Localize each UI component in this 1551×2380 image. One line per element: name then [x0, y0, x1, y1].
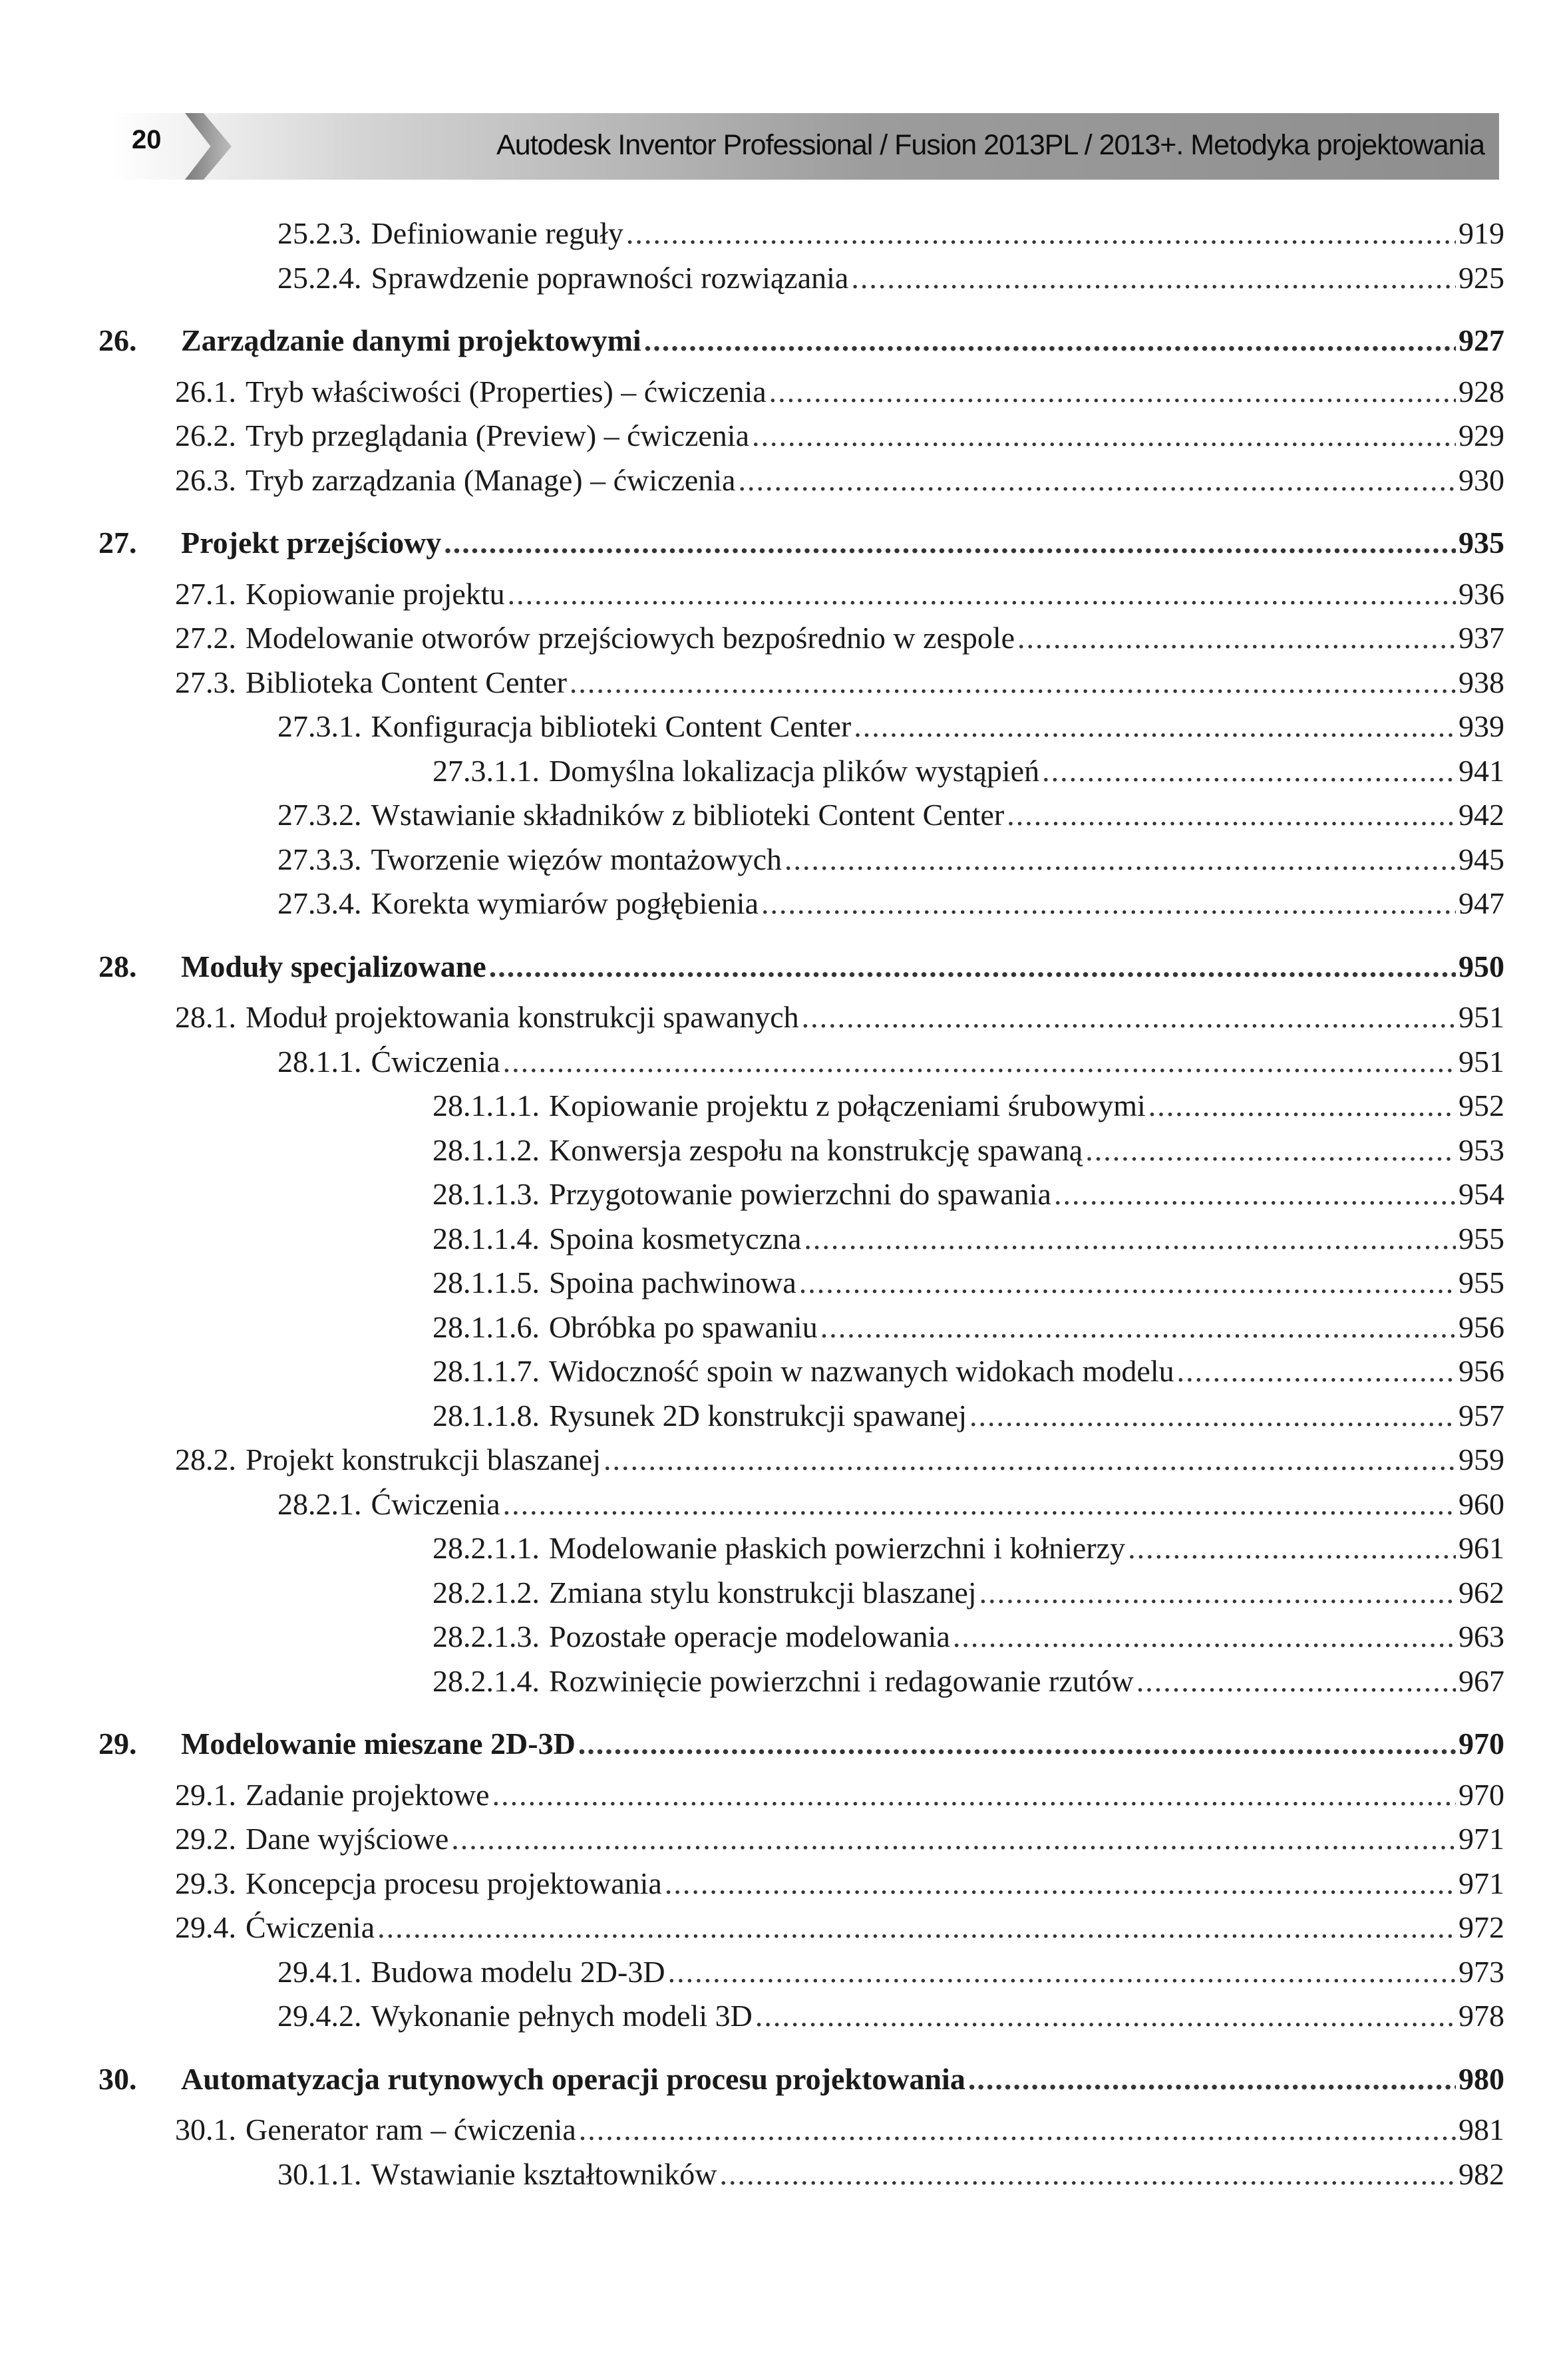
toc-title: Konfiguracja biblioteki Content Center	[371, 709, 852, 743]
toc-number: 28.1.1.1.	[432, 1089, 540, 1122]
toc-page-number: 963	[1459, 1619, 1504, 1653]
toc-number: 30.1.	[175, 2113, 236, 2146]
toc-entry	[432, 1217, 1504, 1261]
toc-title: Przygotowanie powierzchni do spawania	[549, 1177, 1051, 1211]
dot-leader	[752, 414, 1456, 458]
toc-title: Konwersja zespołu na konstrukcję spawaną	[549, 1132, 1083, 1167]
toc-page-number: 927	[1459, 323, 1504, 357]
toc-title: Ćwiczenia	[246, 1910, 375, 1944]
toc-title: Zmiana stylu konstrukcji blaszanej	[549, 1575, 977, 1610]
toc-title: Rozwinięcie powierzchni i redagowanie rzutów	[549, 1663, 1134, 1698]
toc-entry	[175, 572, 1504, 616]
toc-number: 30.1.1.	[277, 2156, 362, 2191]
dot-leader	[503, 1040, 1456, 1084]
toc-entry	[432, 1261, 1504, 1305]
toc-entry	[175, 995, 1504, 1039]
toc-title: Widoczność spoin w nazwanych widokach modelu	[549, 1354, 1174, 1388]
toc-page-number: 939	[1459, 709, 1504, 743]
toc-page-number: 970	[1459, 1777, 1504, 1812]
toc-title: Biblioteka Content Center	[246, 665, 567, 699]
toc-page-number: 955	[1459, 1266, 1504, 1299]
toc-entry	[432, 1526, 1504, 1570]
toc-number: 28.2.1.4.	[432, 1663, 540, 1698]
toc-title: Modelowanie otworów przejściowych bezpośrednio w zespole	[246, 621, 1015, 655]
toc-page-number: 953	[1459, 1132, 1504, 1167]
toc-title: Projekt konstrukcji blaszanej	[246, 1443, 601, 1476]
toc-entry	[277, 1040, 1504, 1084]
toc-entry	[277, 705, 1504, 749]
toc-page-number: 929	[1459, 419, 1504, 452]
toc-entry	[277, 882, 1504, 926]
toc-chapter	[98, 319, 1504, 363]
toc-chapter	[98, 1722, 1504, 1766]
toc-number: 28.1.1.8.	[432, 1398, 540, 1433]
toc-number: 26.1.	[175, 374, 236, 409]
toc-entry	[175, 1773, 1504, 1817]
toc-number: 26.2.	[175, 419, 236, 452]
toc-number: 29.	[98, 1727, 137, 1761]
toc-number: 28.2.1.	[277, 1486, 362, 1521]
toc-title: Tworzenie więzów montażowych	[371, 842, 782, 876]
toc-title: Kopiowanie projektu	[246, 576, 505, 611]
toc-title: Moduły specjalizowane	[181, 949, 486, 983]
dot-leader	[802, 995, 1456, 1039]
toc-page-number: 959	[1459, 1443, 1504, 1476]
toc-entry	[175, 616, 1504, 660]
dot-leader	[570, 661, 1456, 705]
dot-leader	[644, 319, 1456, 363]
toc-number: 28.1.	[175, 1000, 236, 1034]
dot-leader	[719, 2152, 1456, 2196]
toc-page-number: 970	[1459, 1727, 1504, 1761]
toc-page-number: 978	[1459, 1999, 1504, 2033]
toc-number: 29.4.2.	[277, 1999, 362, 2033]
toc-number: 27.	[98, 526, 137, 560]
dot-leader	[1148, 1084, 1456, 1128]
toc-page-number: 961	[1459, 1531, 1504, 1565]
toc-page-number: 951	[1459, 1000, 1504, 1034]
dot-leader	[1085, 1128, 1456, 1172]
toc-entry	[175, 1438, 1504, 1482]
toc-number: 27.3.3.	[277, 842, 362, 876]
toc-entry	[175, 2108, 1504, 2152]
dot-leader	[508, 572, 1456, 616]
dot-leader	[854, 705, 1456, 749]
dot-leader	[626, 212, 1456, 255]
toc-number: 27.2.	[175, 621, 236, 655]
toc-title: Domyślna lokalizacja plików wystąpień	[549, 753, 1040, 788]
toc-chapter	[98, 521, 1504, 565]
toc-number: 29.1.	[175, 1777, 236, 1812]
toc-number: 28.1.1.	[277, 1044, 362, 1079]
toc-entry	[277, 1994, 1504, 2038]
page-number: 20	[132, 125, 162, 154]
toc-page-number: 971	[1459, 1866, 1504, 1900]
dot-leader	[377, 1906, 1456, 1950]
toc-number: 25.2.3.	[277, 216, 362, 250]
toc-page-number: 945	[1459, 842, 1504, 876]
toc-title: Ćwiczenia	[371, 1044, 500, 1079]
toc-title: Korekta wymiarów pogłębienia	[371, 886, 759, 920]
dot-leader	[579, 2108, 1456, 2152]
dot-leader	[492, 1773, 1456, 1817]
toc-title: Tryb zarządzania (Manage) – ćwiczenia	[246, 462, 736, 497]
toc-title: Koncepcja procesu projektowania	[246, 1866, 662, 1900]
toc-title: Spoina kosmetyczna	[549, 1221, 802, 1256]
toc-number: 28.2.	[175, 1443, 236, 1476]
dot-leader	[761, 882, 1456, 926]
toc-page-number: 928	[1459, 374, 1504, 409]
toc-page-number: 951	[1459, 1044, 1504, 1079]
dot-leader	[851, 256, 1456, 300]
dot-leader	[489, 945, 1456, 989]
toc-page-number: 962	[1459, 1575, 1504, 1610]
toc-page-number: 955	[1459, 1221, 1504, 1256]
toc-number: 28.1.1.5.	[432, 1266, 540, 1299]
toc-entry	[175, 1862, 1504, 1906]
toc-entry	[432, 749, 1504, 793]
dot-leader	[820, 1305, 1456, 1349]
dot-leader	[603, 1438, 1456, 1482]
dot-leader	[668, 1950, 1456, 1994]
dot-leader	[968, 2057, 1456, 2101]
toc-title: Budowa modelu 2D-3D	[371, 1954, 665, 1989]
toc-page-number: 973	[1459, 1954, 1504, 1989]
toc-title: Tryb właściwości (Properties) – ćwiczenia	[246, 374, 767, 409]
toc-page-number: 980	[1459, 2061, 1504, 2096]
toc-entry	[432, 1615, 1504, 1659]
toc-title: Sprawdzenie poprawności rozwiązania	[371, 260, 849, 295]
toc-number: 29.4.	[175, 1910, 236, 1944]
toc-number: 28.	[98, 949, 137, 983]
dot-leader	[769, 370, 1456, 414]
toc-entry	[277, 256, 1504, 300]
toc-page-number: 950	[1459, 949, 1504, 983]
toc-number: 27.1.	[175, 576, 236, 611]
toc-number: 27.3.2.	[277, 798, 362, 832]
toc-page-number: 960	[1459, 1486, 1504, 1521]
toc-page-number: 956	[1459, 1354, 1504, 1388]
toc-page-number: 981	[1459, 2113, 1504, 2146]
dot-leader	[665, 1862, 1456, 1906]
toc-entry	[277, 1482, 1504, 1526]
toc-title: Ćwiczenia	[371, 1486, 500, 1521]
toc-number: 25.2.4.	[277, 260, 362, 295]
toc-entry	[432, 1172, 1504, 1216]
dot-leader	[799, 1261, 1456, 1305]
toc-number: 28.1.1.7.	[432, 1354, 540, 1388]
dot-leader	[1017, 616, 1456, 660]
toc-entry	[175, 414, 1504, 458]
dot-leader	[738, 458, 1456, 502]
toc-page-number: 956	[1459, 1309, 1504, 1344]
toc-entry	[175, 458, 1504, 502]
toc-title: Pozostałe operacje modelowania	[549, 1619, 950, 1653]
dot-leader	[1177, 1349, 1456, 1393]
toc-number: 28.1.1.6.	[432, 1309, 540, 1344]
toc-page-number: 925	[1459, 260, 1504, 295]
toc-page-number: 942	[1459, 798, 1504, 832]
toc-title: Modelowanie mieszane 2D-3D	[181, 1727, 576, 1761]
toc-number: 28.2.1.2.	[432, 1575, 540, 1610]
toc-page-number: 982	[1459, 2156, 1504, 2191]
toc-title: Automatyzacja rutynowych operacji procesu projektowania	[181, 2061, 965, 2096]
toc-number: 29.4.1.	[277, 1954, 362, 1989]
toc-title: Rysunek 2D konstrukcji spawanej	[549, 1398, 967, 1433]
toc-title: Wstawianie składników z biblioteki Content Center	[371, 798, 1005, 832]
dot-leader	[969, 1394, 1456, 1438]
toc-number: 26.3.	[175, 462, 236, 497]
toc-number: 28.1.1.4.	[432, 1221, 540, 1256]
toc-number: 27.3.1.1.	[432, 753, 540, 788]
toc-title: Zarządzanie danymi projektowymi	[181, 323, 641, 357]
toc-entry	[175, 370, 1504, 414]
header-chevron-decoration	[185, 113, 232, 180]
toc-page-number: 935	[1459, 526, 1504, 560]
dot-leader	[953, 1615, 1456, 1659]
toc-title: Generator ram – ćwiczenia	[246, 2113, 576, 2146]
dot-leader	[451, 1817, 1456, 1861]
dot-leader	[503, 1482, 1456, 1526]
dot-leader	[784, 838, 1456, 882]
toc-page-number: 938	[1459, 665, 1504, 699]
toc-entry	[175, 1906, 1504, 1950]
toc-title: Modelowanie płaskich powierzchni i kołnierzy	[549, 1531, 1126, 1565]
dot-leader	[1042, 749, 1456, 793]
toc-number: 28.1.1.3.	[432, 1177, 540, 1211]
toc-number: 29.3.	[175, 1866, 236, 1900]
running-header-title: Autodesk Inventor Professional / Fusion 2013PL / 2013+. Metodyka projektowania	[496, 129, 1484, 161]
toc-page-number: 941	[1459, 753, 1504, 788]
toc-number: 26.	[98, 323, 137, 357]
dot-leader	[755, 1994, 1456, 2038]
toc-title: Zadanie projektowe	[246, 1777, 490, 1812]
toc-page-number: 972	[1459, 1910, 1504, 1944]
dot-leader	[804, 1217, 1456, 1261]
toc-number: 28.2.1.3.	[432, 1619, 540, 1653]
toc-entry	[432, 1394, 1504, 1438]
toc-entry	[277, 838, 1504, 882]
dot-leader	[444, 521, 1456, 565]
toc-page-number: 947	[1459, 886, 1504, 920]
toc-entry	[277, 793, 1504, 837]
page-header	[112, 113, 1499, 180]
toc-title: Spoina pachwinowa	[549, 1266, 796, 1299]
toc-page-number: 937	[1459, 621, 1504, 655]
dot-leader	[1128, 1526, 1456, 1570]
toc-entry	[432, 1571, 1504, 1615]
toc-entry	[175, 1817, 1504, 1861]
toc-number: 30.	[98, 2061, 137, 2096]
toc-entry	[277, 1950, 1504, 1994]
toc-page-number: 919	[1459, 216, 1504, 250]
toc-title: Obróbka po spawaniu	[549, 1309, 818, 1344]
toc-title: Dane wyjściowe	[246, 1822, 449, 1856]
toc-page-number: 957	[1459, 1398, 1504, 1433]
toc-number: 29.2.	[175, 1822, 236, 1856]
toc-entry	[277, 2152, 1504, 2196]
toc-page-number: 952	[1459, 1089, 1504, 1122]
toc-number: 28.2.1.1.	[432, 1531, 540, 1565]
toc-entry	[175, 661, 1504, 705]
toc-entry	[432, 1349, 1504, 1393]
toc-entry	[432, 1084, 1504, 1128]
toc-chapter	[98, 2057, 1504, 2101]
toc-page-number: 967	[1459, 1663, 1504, 1698]
toc-title: Wstawianie kształtowników	[371, 2156, 717, 2191]
toc-title: Moduł projektowania konstrukcji spawanych	[246, 1000, 799, 1034]
toc-entry	[277, 212, 1504, 255]
toc-entry	[432, 1128, 1504, 1172]
toc-page-number: 936	[1459, 576, 1504, 611]
toc-page-number: 930	[1459, 462, 1504, 497]
toc-title: Tryb przeglądania (Preview) – ćwiczenia	[246, 419, 750, 452]
dot-leader	[979, 1571, 1456, 1615]
toc-number: 28.1.1.2.	[432, 1132, 540, 1167]
toc-chapter	[98, 945, 1504, 989]
toc-page-number: 971	[1459, 1822, 1504, 1856]
toc-page-number: 954	[1459, 1177, 1504, 1211]
toc-title: Wykonanie pełnych modeli 3D	[371, 1999, 753, 2033]
dot-leader	[1007, 793, 1456, 837]
toc-number: 27.3.	[175, 665, 236, 699]
toc-number: 27.3.1.	[277, 709, 362, 743]
toc-entry	[432, 1305, 1504, 1349]
dot-leader	[1054, 1172, 1456, 1216]
toc-title: Projekt przejściowy	[181, 526, 442, 560]
toc-number: 27.3.4.	[277, 886, 362, 920]
dot-leader	[1136, 1659, 1456, 1703]
dot-leader	[578, 1722, 1456, 1766]
toc-entry	[432, 1659, 1504, 1703]
toc-title: Kopiowanie projektu z połączeniami śrubowymi	[549, 1089, 1146, 1122]
toc-title: Definiowanie reguły	[371, 216, 623, 250]
